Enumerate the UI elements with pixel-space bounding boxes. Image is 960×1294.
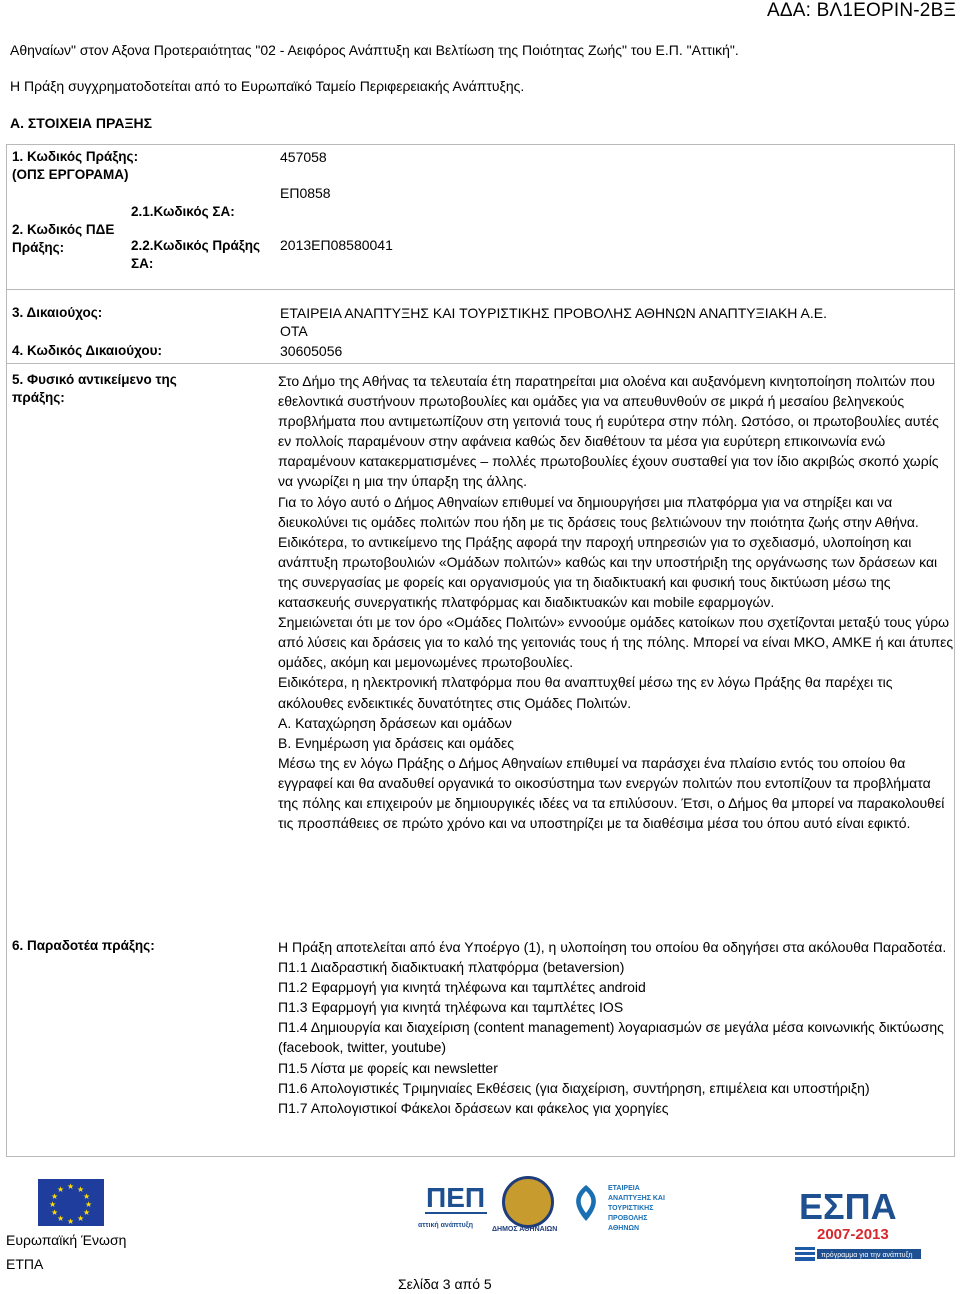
espa-slogan: πρόγραμμα για την ανάπτυξη [821,1252,913,1259]
deliverable-item: Η Πράξη αποτελείται από ένα Υποέργο (1), η υλοποίηση του οποίου θα οδηγήσει στα ακόλουθα Παραδοτέα. [278,939,947,955]
deliverable-item: Π1.6 Απολογιστικές Τριμηνιαίες Εκθέσεις (για διαχείριση, συντήρηση, επιμέλεια και υποστήριξη) [278,1079,870,1096]
object-paragraph: Β. Ενημέρωση για δράσεις και ομάδες [278,734,514,751]
section-title: Α. ΣΤΟΙΧΕΙΑ ΠΡΑΞΗΣ [10,115,152,131]
sa-praxis-value: 2013ΕΠ08580041 [280,237,393,253]
pde-label-1: 2. Κωδικός ΠΔΕ [12,222,115,237]
deliverable-item: Π1.4 Δημιουργία και διαχείριση (content management) λογαριασμών σε μεγάλα μέσα κοινωνικής δικτύωσης (facebook, twitter, youtube) [278,1019,944,1056]
object-paragraph: Ειδικότερα, το αντικείμενο της Πράξης αφορά την παροχή υπηρεσιών για το σχεδιασμό, υλοποίηση και ανάπτυξη πρωτοβουλιών «Ομάδων πολιτών» καθώς και την υποστήριξη της οργάνωσης των δράσεων και της συνεργασίας με φορείς και οργανισμούς για τη διαδικτυακή και φυσική τους δικτύωση μέσω της κατασκευής συνεργατικής πλατφόρμας και διαδικτυακών και mobile εφαρμογών. [278,533,938,611]
seal-text: ΔΗΜΟΣ ΑΘΗΝΑΙΩΝ [492,1226,558,1233]
beneficiary-value-2: ΟΤΑ [280,323,308,339]
etpa-label: ΕΤΠΑ [6,1256,44,1272]
code-praxis-label-2: (ΟΠΣ ΕΡΓΟΡΑΜΑ) [12,167,129,182]
object-paragraph: Για το λόγο αυτό ο Δήμος Αθηναίων επιθυμεί να δημιουργήσει μια πλατφόρμα για να στηρίξει και να διευκολύνει τις ομάδες πολιτών που ήδη με τις δράσεις τους βελτιώνουν την ποιότητα ζωής στην Αθήνα. [278,493,919,530]
object-paragraph: Σημειώνεται ότι με τον όρο «Ομάδες Πολιτών» εννοούμε ομάδες κατοίκων που σχετίζονται μεταξύ τους γύρω από λύσεις και δράσεις για το καλό της γειτονιάς τους ή της πόλης. Μπορεί να είναι ΜΚΟ, ΑΜΚΕ ή και άτυπες ομάδες, ακόμη και μεμονωμένες πρωτοβουλίες. [278,614,954,671]
eu-label: Ευρωπαϊκή Ένωση [6,1232,127,1248]
code-praxis-label-1: 1. Κωδικός Πράξης: [12,149,139,164]
eu-flag-logo: ★ ★ ★ ★ ★ ★ ★ ★ ★ ★ ★ ★ [38,1179,104,1226]
deliverable-item: Π1.2 Εφαρμογή για κινητά τηλέφωνα και ταμπλέτες android [278,979,646,996]
intro-line-2: Η Πράξη συγχρηματοδοτείται από το Ευρωπαϊκό Ταμείο Περιφερειακής Ανάπτυξης. [10,78,525,94]
sa-value: ΕΠ0858 [280,185,331,201]
beneficiary-value-1: ΕΤΑΙΡΕΙΑ ΑΝΑΠΤΥΞΗΣ ΚΑΙ ΤΟΥΡΙΣΤΙΚΗΣ ΠΡΟΒΟΛΗΣ ΑΘΗΝΩΝ ΑΝΑΠΤΥΞΙΑΚΗ Α.Ε. [280,305,827,321]
deliverables-label: 6. Παραδοτέα πράξης: [12,938,155,953]
sa-praxis-label-2: ΣΑ: [131,256,154,271]
beneficiary-code-label: 4. Κωδικός Δικαιούχου: [12,343,162,358]
pde-label-2: Πράξης: [12,240,65,255]
espa-logo [795,1183,921,1271]
sa-label: 2.1.Κωδικός ΣΑ: [131,204,235,219]
code-praxis-value: 457058 [280,149,327,165]
table-divider [6,289,955,290]
object-description [278,371,954,833]
espa-years: 2007-2013 [817,1226,889,1243]
object-paragraph: Στο Δήμο της Αθήνας τα τελευταία έτη παρατηρείται μια ολοένα και αυξανόμενη κινητοποίηση πολιτών που εθελοντικά συστήνουν πρωτοβουλίες και ομάδες για να απευθυνθούν σε μικρά ή μεσαίου βεληνεκούς προβλήματα που αντιμετωπίζουν στη γειτονιά τους ή ευρύτερα στην πόλη. Ωστόσο, οι πρωτοβουλίες αυτές εν πολλοίς παραμένουν στην αφάνεια καθώς δεν διαθέτουν τα μέσα για ευρύτερη επικοινωνία ενώ παραμένουν κατακερματισμένες – πολλές πρωτοβουλίες έχουν συσταθεί για τον ίδιο ακριβώς σκοπό χωρίς να γνωρίζει η μια την ύπαρξη της άλλης. [278,373,939,490]
etaireia-logo [566,1183,606,1223]
object-paragraph: Ειδικότερα, η ηλεκτρονική πλατφόρμα που θα αναπτυχθεί μέσω της εν λόγω Πράξης θα παρέχει τις ακόλουθες ενδεικτικές δυνατότητες στις Ομάδες Πολιτών. [278,674,893,711]
athens-seal-logo [502,1176,554,1228]
sa-praxis-label-1: 2.2.Κωδικός Πράξης [131,238,261,253]
intro-line-1: Αθηναίων" στον Αξονα Προτεραιότητας "02 - Αειφόρος Ανάπτυξη και Βελτίωση της Ποιότητας Ζωής" του Ε.Π. "Αττική". [10,42,739,58]
object-paragraph: Α. Καταχώρηση δράσεων και ομάδων [278,714,512,731]
object-label-2: πράξης: [12,390,65,405]
espa-title: ΕΣΠΑ [799,1186,897,1227]
deliverable-item: Π1.7 Απολογιστικοί Φάκελοι δράσεων και φάκελος για χορηγίες [278,1099,669,1116]
deliverables-list [278,937,954,1118]
deliverable-item: Π1.3 Εφαρμογή για κινητά τηλέφωνα και ταμπλέτες IOS [278,999,624,1016]
table-divider [6,363,955,364]
object-paragraph: Μέσω της εν λόγω Πράξης ο Δήμος Αθηναίων επιθυμεί να παράσχει ένα πλαίσιο εντός του οποίου θα εγγραφεί και θα αναδυθεί οργανικά το οικοσύστημα των ενεργών πολιτών που εντοπίζουν τα προβλήματα της πόλης και επιχειρούν με δημιουργικές ιδέες να τα επιλύσουν. Έτσι, ο Δήμος θα μπορεί να παρακολουθεί τις προσπάθειες σε πρώτο χρόνο και να υποστηρίζει με τα διαθέσιμα μέσα του όπου αυτό είναι εφικτό. [278,754,945,832]
pep-logo-text: ΠΕΠ [426,1182,486,1213]
object-label-1: 5. Φυσικό αντικείμενο της [12,372,177,387]
ada-code: ΑΔΑ: ΒΛ1ΕΟΡΙΝ-2ΒΞ [767,0,956,21]
attiki-logo-text: αττική ανάπτυξη [418,1222,474,1229]
beneficiary-label: 3. Δικαιούχος: [12,305,103,320]
deliverable-item: Π1.5 Λίστα με φορείς και newsletter [278,1059,498,1076]
etaireia-logo-text: ΕΤΑΙΡΕΙΑ ΑΝΑΠΤΥΞΗΣ ΚΑΙ ΤΟΥΡΙΣΤΙΚΗΣ ΠΡΟΒΟΛΗΣ ΑΘΗΝΩΝ [608,1185,665,1232]
deliverable-item: Π1.1 Διαδραστική διαδικτυακή πλατφόρμα (betaversion) [278,959,625,976]
beneficiary-code-value: 30605056 [280,343,343,359]
page-number: Σελίδα 3 από 5 [398,1276,492,1292]
